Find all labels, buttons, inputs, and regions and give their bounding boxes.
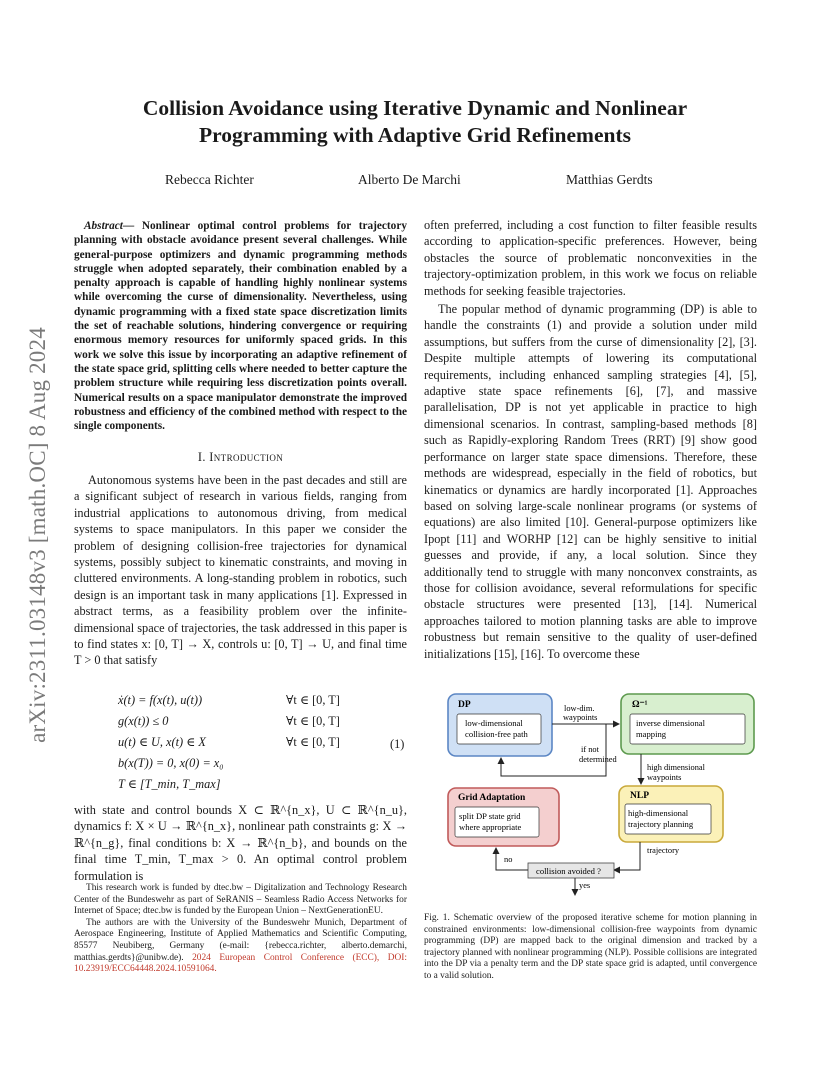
figure-1-svg	[446, 692, 758, 897]
figure-1-caption	[424, 913, 757, 983]
equation-number: (1)	[390, 737, 405, 751]
title-line-2: Programming with Adaptive Grid Refinements	[199, 123, 631, 147]
equation-condition: ∀t ∈ [0, T]	[286, 735, 340, 749]
arxiv-id: arXiv:2311.03148v3 [math.OC] 8 Aug 2024	[25, 327, 50, 743]
equation-row: ẋ(t) = f(x(t), u(t))	[118, 693, 203, 707]
section-heading-introduction	[74, 450, 407, 465]
section-title: Introduction	[209, 450, 284, 464]
arxiv-sidebar-stamp	[18, 270, 58, 800]
label-collision-avoided: collision avoided ?	[536, 866, 601, 876]
abstract-label: Abstract	[84, 220, 123, 232]
doi-link[interactable]: DOI: 10.23919/ECC64448.2024.10591064.	[74, 952, 408, 975]
label-if-not-line-1: if not	[581, 745, 599, 754]
label-trajectory: trajectory	[647, 846, 680, 855]
equation-condition: ∀t ∈ [0, T]	[286, 714, 340, 728]
abstract	[74, 219, 407, 433]
equation-condition: ∀t ∈ [0, T]	[286, 693, 340, 707]
label-no: no	[504, 855, 513, 864]
author-2: Alberto De Marchi	[358, 172, 461, 187]
intro-paragraph: Autonomous systems have been in the past decades and still are a significant subject of research in various fields, ranging from industrial applications to autonomous driving, from medical systems to space manipulators. In this paper we consider the problem of designing collision-free trajectories for dynamical systems, possibly subject to kinematic constraints, and moving in cluttered environments. A long-standing problem in robotics, such design is an important task in many applications [1]. Expressed in abstract terms, as a feasibility problem over the infinite-dimensional space of trajectories, the task addressed in this paper is to find states x: [0, T] → X, controls u: [0, T] → U, and final time T > 0 that satisfy	[74, 473, 407, 668]
nlp-body-line-2: trajectory planning	[628, 819, 694, 829]
label-low-dim-line-2: waypoints	[563, 713, 598, 722]
equation-row: b(x(T)) = 0, x(0) = x₀	[118, 756, 224, 770]
author-3: Matthias Gerdts	[566, 172, 653, 187]
title-line-1: Collision Avoidance using Iterative Dynamic and Nonlinear	[142, 96, 688, 120]
conference-link[interactable]: 2024 European Control Conference (ECC),	[192, 952, 380, 963]
dp-body-line-1: low-dimensional	[465, 718, 523, 728]
section-number: I.	[197, 450, 210, 464]
label-high-dim-line-2: waypoints	[647, 773, 682, 782]
right-paragraph-2: The popular method of dynamic programming (DP) is able to handle the constraints (1) and provide a solution under mild assumptions, but suffers from the curse of dimensionality [2], [3]. Despite multiple attempts of lowering its computational requirements, including enhanced sampling strategies [4], [5], adaptive state space refinements [6], [7], and massive parallelisation, DP is not yet applicable in practice to high dimensional scenarios. In contrast, sampling-based methods [8] such as Rapidly-exploring Random Trees (RRT) [9] show good performance on larger state space dimensions. Therefore, these methods are widespread, especially in the field of robotics, but kinematics or dynamics are hardly incorporated [1]. Approaches based on solving large-scale nonlinear programs (or systems of equations) are also limited [10]. General-purpose optimizers like Ipopt [11] and WORHP [12] can be highly sensitive to initial guesses and provide, if any, a local solution. Since they additionally tend to struggle with many nonconvex constraints, as those for collision avoidance, several reformulations for specific obstacle structures were presented [13], [14]. Numerical approaches tailored to motion planning tasks are able to improve robustness but remain sensitive to the quality of user-defined initializations [15], [16]. To overcome these	[424, 302, 757, 661]
arrow-nlp-to-decision	[614, 842, 640, 870]
dp-body-line-2: collision-free path	[465, 729, 528, 739]
equation-row: g(x(t)) ≤ 0	[118, 714, 169, 728]
grid-body-line-1: split DP state grid	[459, 811, 521, 821]
label-if-not-line-2: determined	[579, 755, 617, 764]
right-column-body	[424, 217, 757, 662]
right-paragraph-1: often preferred, including a cost function to filter feasible results according to application-specific preferences. However, being obstacles the source of problematic nonconvexities in the trajectory-optimization problem, in this work we focus on reliable methods for seeking feasible trajectories.	[424, 218, 757, 298]
omega-body-line-1: inverse dimensional	[636, 718, 705, 728]
label-yes: yes	[579, 881, 591, 890]
nlp-body-line-1: high-dimensional	[628, 808, 689, 818]
equation-row: T ∈ [T_min, T_max]	[118, 777, 221, 791]
inverse-mapping-block	[621, 694, 754, 754]
nlp-title: NLP	[630, 791, 649, 801]
equation-row: u(t) ∈ U, x(t) ∈ X	[118, 735, 206, 749]
author-1: Rebecca Richter	[165, 172, 254, 187]
dp-block	[448, 694, 552, 756]
figure-1-diagram	[446, 692, 758, 897]
after-equation-text	[74, 802, 407, 884]
equation-block	[74, 693, 407, 795]
affiliation-footnote: The authors are with the University of the Bundeswehr Munich, Department of Aerospace Engineering, Institute of Applied Mathematics and Scientific Computing, 85577 Neubiberg, Germany (e-mail: {rebecca.richter, alberto.demarchi, matthias.gerdts}@unibw.de).	[74, 917, 407, 963]
abstract-text: — Nonlinear optimal control problems for trajectory planning with obstacle avoidance present several challenges. While general-purpose optimizers and dynamic programming methods struggle when adopted separately, their combination enabled by a penalty approach is capable of handling highly nonlinear systems while overcoming the curse of dimensionality. Nevertheless, using dynamic programming with a fixed state space discretization limits the set of reachable solutions, hindering convergence or requiring enormous memory resources for uniformly spaced grids. In this work we solve this issue by incorporating an adaptive refinement of the state space grid, splitting cells where needed to better capture the problem structure while requiring less discretization points overall. Numerical results on a space manipulator demonstrate the improved robustness and efficiency of the combined method with respect to the single components.	[74, 220, 407, 433]
grid-title: Grid Adaptation	[458, 793, 526, 803]
grid-adaptation-block	[448, 788, 559, 846]
omega-title: Ω⁻¹	[632, 700, 648, 710]
paper-title	[100, 95, 730, 149]
grid-body-line-2: where appropriate	[459, 822, 522, 832]
label-high-dim-line-1: high dimensional	[647, 763, 705, 772]
label-low-dim-line-1: low-dim.	[564, 704, 595, 713]
after-equation-paragraph: with state and control bounds X ⊂ ℝ^{n_x}, U ⊂ ℝ^{n_u}, dynamics f: X × U → ℝ^{n_x}, nonlinear path constraints g: X → ℝ^{n_g}, final conditions b: X → ℝ^{n_b}, and bounds on the final time T_min, T_max > 0. An optimal control problem formulation is	[74, 803, 407, 883]
omega-body-line-2: mapping	[636, 729, 667, 739]
intro-body	[74, 472, 407, 669]
nlp-block	[619, 786, 723, 842]
funding-footnote: This research work is funded by dtec.bw – Digitalization and Technology Research Center of the Bundeswehr as part of SeRANIS – Seamless Radio Access Networks for Internet of Space; dtec.bw is funded by the European Union – NextGenerationEU.	[74, 883, 407, 917]
dp-title: DP	[458, 700, 471, 710]
caption-text: Fig. 1. Schematic overview of the proposed iterative scheme for motion planning in constrained environments: low-dimensional collision-free waypoints from dynamic programming (DP) are mapped back to the original dimension and tracked by a trajectory planned with nonlinear programming (NLP). Possible collisions are integrated into the DP via a penalty term and the DP state space grid is adapted, until convergence to a valid solution.	[424, 913, 757, 981]
footnotes	[74, 883, 407, 976]
